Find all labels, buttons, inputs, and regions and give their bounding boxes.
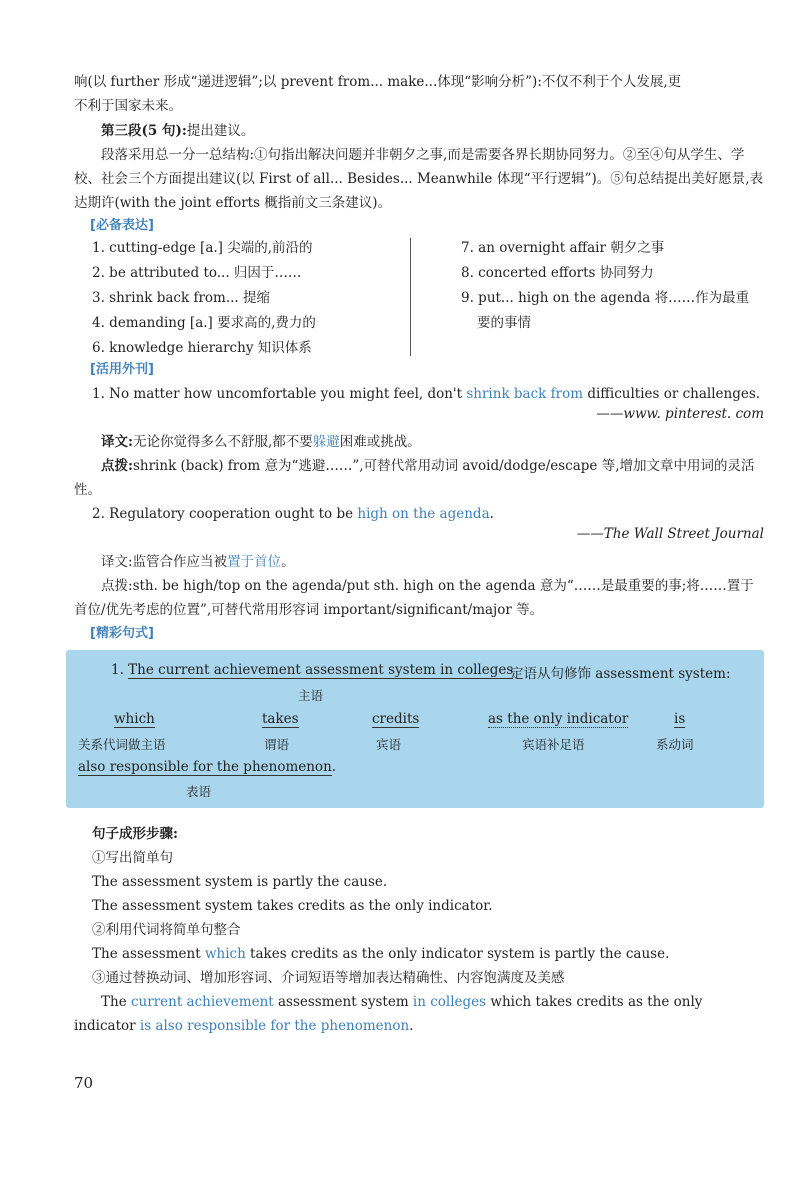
ex1-highlight: shrink back from bbox=[466, 386, 584, 402]
s3-f: is also responsible for the phenomenon bbox=[139, 1018, 410, 1034]
ex1-trans-pre: 无论你觉得多么不舒服,都不要 bbox=[132, 434, 313, 450]
intro-line-1: 响(以 further 形成“递进逻辑”;以 prevent from... make...体现“影响分析”):不仅不利于个人发展,更 bbox=[74, 74, 682, 90]
expression-item: 9. put... high on the agenda 将……作为最重 bbox=[461, 290, 750, 306]
expression-item: 2. be attributed to... 归因于…… bbox=[92, 265, 302, 281]
tag-usage: [活用外刊] bbox=[90, 362, 154, 377]
ex2-post: . bbox=[489, 506, 494, 522]
step-3-sentence bbox=[74, 990, 764, 1038]
s2-highlight: which bbox=[204, 946, 246, 962]
steps-title: 句子成形步骤: bbox=[92, 826, 178, 842]
ex2-pre: 2. Regulatory cooperation ought to be bbox=[92, 506, 358, 522]
step-2-title: ②利用代词将简单句整合 bbox=[92, 922, 241, 938]
label-indicator: 宾语补足语 bbox=[522, 737, 585, 752]
step-1-sentence-a: The assessment system is partly the cause. bbox=[92, 874, 388, 890]
s2-pre: The assessment bbox=[92, 946, 205, 962]
para3-heading bbox=[74, 119, 764, 143]
analysis-subject: The current achievement assessment system in colleges bbox=[128, 662, 514, 678]
word-is: is bbox=[674, 711, 686, 727]
expression-item: 6. knowledge hierarchy 知识体系 bbox=[92, 340, 312, 356]
step-3-title: ③通过替换动词、增加形容词、介词短语等增加表达精确性、内容饱满度及美感 bbox=[92, 970, 565, 986]
ex2-tip-text: sth. be high/top on the agenda/put sth. high on the agenda 意为“……是最重要的事;将……置于首位/优先考虑的位置”,可替代常用形容词 important/significant/major 等。 bbox=[74, 578, 754, 618]
s3-c: assessment system bbox=[273, 994, 413, 1010]
expression-item: 4. demanding [a.] 要求高的,费力的 bbox=[92, 315, 316, 331]
s2-post: takes credits as the only indicator system is partly the cause. bbox=[245, 946, 670, 962]
ex1-source: ——www. pinterest. com bbox=[596, 406, 764, 422]
ex1-trans-highlight: 躲避 bbox=[312, 434, 340, 450]
word-which: which bbox=[114, 711, 155, 727]
example-1-sentence bbox=[92, 382, 782, 406]
word-credits: credits bbox=[372, 711, 420, 727]
para3-heading-tail: 提出建议。 bbox=[186, 123, 255, 139]
analysis-subject-line bbox=[111, 662, 513, 678]
expression-item: 3. shrink back from... 提缩 bbox=[92, 290, 270, 306]
label-subject: 主语 bbox=[298, 688, 324, 703]
word-takes: takes bbox=[262, 711, 299, 727]
ex1-pre: 1. No matter how uncomfortable you might feel, don't bbox=[92, 386, 467, 402]
analysis-note: 定语从句修饰 assessment system: bbox=[510, 666, 731, 682]
ex2-trans-pre: 监管合作应当被 bbox=[132, 554, 228, 570]
step-1-sentence-b: The assessment system takes credits as the only indicator. bbox=[92, 898, 493, 914]
s3-g: . bbox=[409, 1018, 414, 1034]
expression-item: 8. concerted efforts 协同努力 bbox=[461, 265, 654, 281]
tag-sentence: [精彩句式] bbox=[90, 626, 154, 641]
expressions-right-column bbox=[461, 236, 749, 336]
ex1-trans-label: 译文: bbox=[101, 434, 133, 450]
intro-paragraph bbox=[74, 70, 764, 118]
s3-d: in colleges bbox=[412, 994, 487, 1010]
word-indicator: as the only indicator bbox=[488, 711, 629, 727]
ex1-translation bbox=[74, 430, 764, 454]
para3-analysis: 段落采用总一分一总结构:①句指出解决问题并非朝夕之事,而是需要各界长期协同努力。②至④句从学生、学校、社会三个方面提出建议(以 First of all... Besides... Meanwhile 体现“平行逻辑”)。⑤句总结提出美好愿景,表达期许(with the joint efforts 概指前文三条建议)。 bbox=[74, 147, 764, 211]
para3-heading-label: 第三段(5 句): bbox=[101, 123, 187, 139]
ex2-highlight: high on the agenda bbox=[357, 506, 490, 522]
example-2-sentence bbox=[92, 502, 782, 526]
analysis-predicative: also responsible for the phenomenon bbox=[78, 759, 332, 775]
ex2-trans-highlight: 置于首位 bbox=[227, 554, 282, 570]
analysis-number: 1. bbox=[111, 662, 129, 678]
s3-e: which takes credits as the only indicator bbox=[74, 994, 703, 1034]
step-2-sentence bbox=[92, 942, 782, 966]
s3-b: current achievement bbox=[130, 994, 274, 1010]
label-takes: 谓语 bbox=[264, 737, 290, 752]
label-which: 关系代词做主语 bbox=[78, 737, 166, 752]
analysis-predicative-end: . bbox=[331, 759, 337, 775]
ex2-trans-post: 。 bbox=[281, 554, 295, 570]
expressions-left-column bbox=[92, 236, 316, 361]
label-is: 系动词 bbox=[656, 737, 694, 752]
expression-item: 要的事情 bbox=[477, 315, 531, 331]
ex2-tip bbox=[74, 574, 764, 622]
page-number: 70 bbox=[74, 1074, 94, 1092]
label-predicative: 表语 bbox=[186, 784, 212, 799]
ex1-tip bbox=[74, 454, 764, 502]
ex2-source: ——The Wall Street Journal bbox=[576, 526, 764, 542]
ex2-tip-label: 点拨: bbox=[101, 578, 133, 594]
ex1-trans-post: 困难或挑战。 bbox=[339, 434, 421, 450]
ex2-translation bbox=[74, 550, 764, 574]
ex1-tip-label: 点拨: bbox=[101, 458, 133, 474]
s3-a: The bbox=[101, 994, 131, 1010]
ex2-trans-label: 译文: bbox=[101, 554, 133, 570]
column-divider bbox=[410, 238, 411, 356]
expression-item: 7. an overnight affair 朝夕之事 bbox=[461, 240, 665, 256]
analysis-predicative-line bbox=[78, 759, 336, 775]
ex1-post: difficulties or challenges. bbox=[583, 386, 761, 402]
label-credits: 宾语 bbox=[376, 737, 402, 752]
ex1-tip-text: shrink (back) from 意为“逃避……”,可替代常用动词 avoid/dodge/escape 等,增加文章中用词的灵活性。 bbox=[74, 458, 755, 498]
step-1-title: ①写出简单句 bbox=[92, 850, 173, 866]
intro-line-2: 不利于国家未来。 bbox=[74, 98, 182, 114]
expression-item: 1. cutting-edge [a.] 尖端的,前沿的 bbox=[92, 240, 313, 256]
tag-expressions: [必备表达] bbox=[90, 218, 154, 233]
sentence-analysis-box bbox=[66, 650, 764, 808]
